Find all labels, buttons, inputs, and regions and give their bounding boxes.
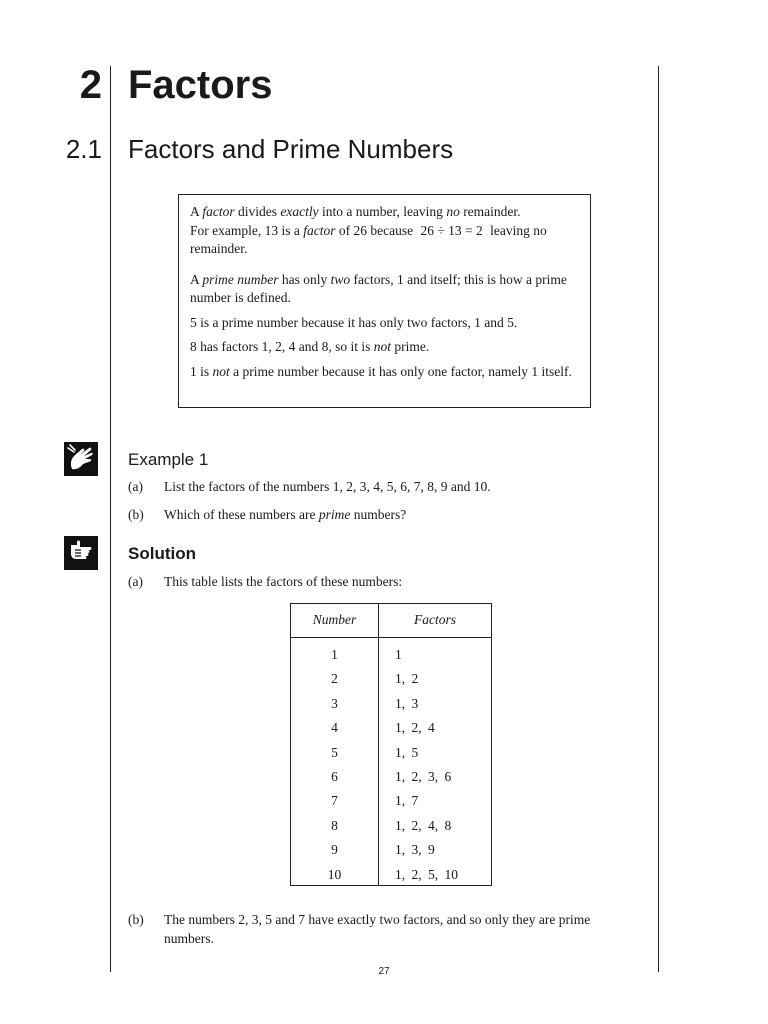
definition-factor: A factor divides exactly into a number, leaving no remainder. For example, 13 is a factor of 26 because 26 ÷ 13 = 2 leaving no remainder. — [190, 204, 547, 256]
table-row: 2 1, 2 — [331, 671, 419, 687]
question-label: (b) — [128, 507, 144, 522]
header-factors: Factors — [414, 612, 456, 627]
non-prime-example-8: 8 has factors 1, 2, 4 and 8, so it is not prime. — [190, 339, 430, 354]
section-number: 2.1 — [65, 134, 102, 164]
factors-table — [290, 603, 492, 886]
definition-box — [178, 194, 591, 408]
header-number: Number — [312, 612, 357, 627]
division-equation: 26 ÷ 13 = 2 — [420, 222, 483, 238]
section-title: Factors and Prime Numbers — [128, 134, 454, 164]
question-label: (a) — [128, 479, 143, 494]
table-body — [291, 643, 491, 887]
table-row: 1 1 — [331, 647, 402, 662]
pointing-hand-icon — [64, 442, 98, 476]
non-prime-example-1: 1 is not a prime number because it has only one factor, namely 1 itself. — [190, 363, 572, 379]
left-margin-rule — [110, 66, 111, 972]
table-header — [291, 604, 491, 638]
chapter-title: Factors — [128, 63, 273, 107]
table-row: 8 1, 2, 4, 8 — [331, 817, 452, 833]
table-row: 4 1, 2, 4 — [331, 720, 435, 736]
table-row: 6 1, 2, 3, 6 — [331, 768, 452, 784]
prime-example-5: 5 is a prime number because it has only two factors, 1 and 5. — [190, 314, 518, 330]
table-row: 7 1, 7 — [331, 793, 419, 809]
question-text: Which of these numbers are prime numbers? — [164, 507, 407, 522]
table-row: 9 1, 3, 9 — [331, 842, 435, 858]
table-row: 3 1, 3 — [331, 695, 419, 711]
chapter-number: 2 — [79, 63, 102, 107]
thumb-hand-icon — [64, 536, 98, 570]
solution-label: (a) — [128, 574, 143, 589]
solution-text: This table lists the factors of these numbers: — [164, 574, 403, 589]
question-text: List the factors of the numbers 1, 2, 3, 4, 5, 6, 7, 8, 9 and 10. — [164, 479, 491, 494]
table-row: 10 1, 2, 5, 10 — [327, 866, 458, 882]
solution-text: The numbers 2, 3, 5 and 7 have exactly two factors, and so only they are prime numbers. — [164, 912, 591, 946]
table-row: 5 1, 5 — [331, 744, 419, 760]
definition-prime: A prime number has only two factors, 1 and itself; this is how a prime number is defined. — [190, 271, 567, 305]
page-number: 27 — [378, 966, 390, 977]
solution-title: Solution — [128, 544, 196, 563]
example-title: Example 1 — [128, 450, 209, 469]
solution-label: (b) — [128, 912, 144, 927]
right-margin-rule — [658, 66, 659, 972]
